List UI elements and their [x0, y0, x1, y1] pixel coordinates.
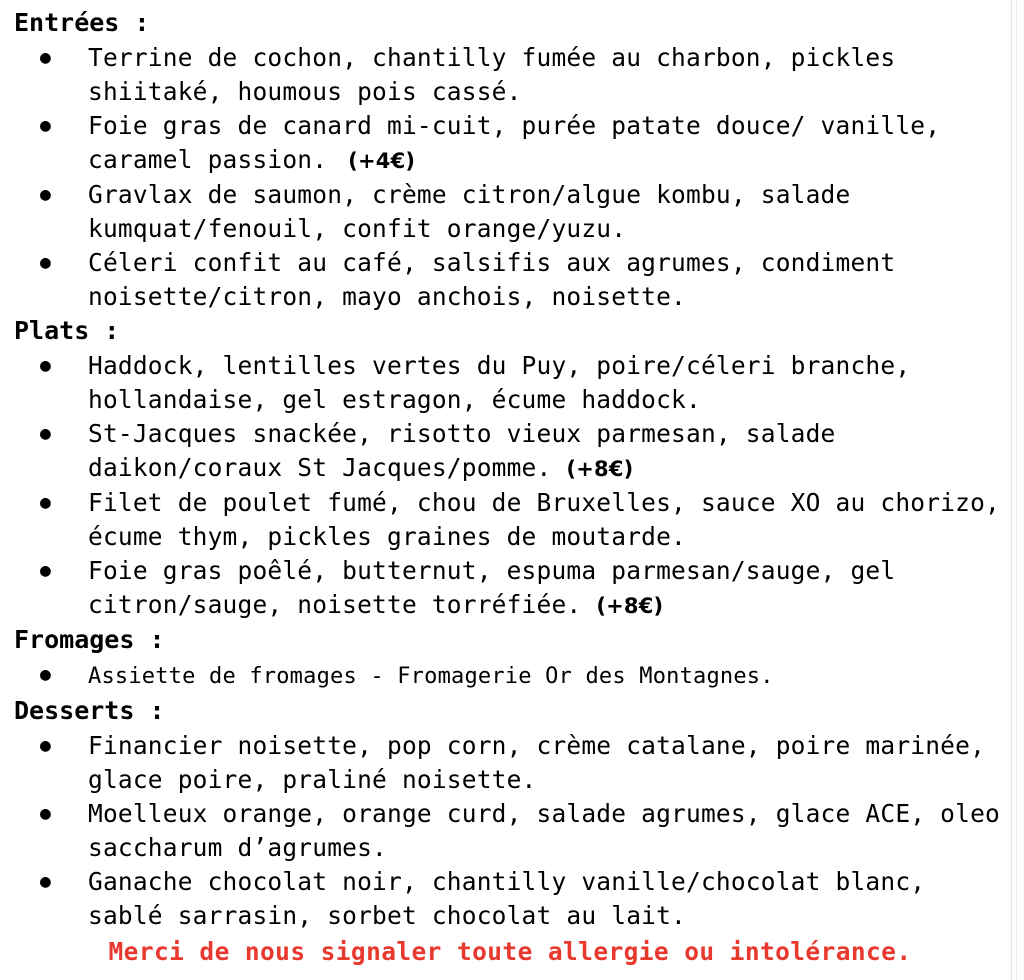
menu-section-entrees [10, 6, 1010, 314]
menu-item-text: Moelleux orange, orange curd, salade agrumes, glace ACE, oleo saccharum d’agrumes. [88, 799, 1000, 862]
bullet-icon: ● [40, 664, 52, 685]
menu-section-desserts [10, 694, 1010, 933]
menu-item [10, 109, 1010, 178]
bullet-icon: ● [40, 560, 52, 581]
allergy-notice: Merci de nous signaler toute allergie ou intolérance. [108, 937, 912, 966]
menu-item-text: Filet de poulet fumé, chou de Bruxelles, sauce XO au chorizo, écume thym, pickles graines de moutarde. [88, 488, 1000, 551]
section-item-list [10, 658, 1010, 694]
menu-item-text: Terrine de cochon, chantilly fumée au charbon, pickles shiitaké, houmous pois cassé. [88, 43, 896, 106]
bullet-icon: ● [40, 803, 52, 824]
menu-item-text: Financier noisette, pop corn, crème catalane, poire marinée, glace poire, praliné noisette. [88, 731, 986, 794]
menu-item-text: Gravlax de saumon, crème citron/algue kombu, salade kumquat/fenouil, confit orange/yuzu. [88, 180, 851, 243]
menu-item-text: Ganache chocolat noir, chantilly vanille/chocolat blanc, sablé sarrasin, sorbet chocolat au lait. [88, 867, 926, 930]
bullet-icon: ● [40, 423, 52, 444]
section-title: Entrées : [14, 8, 150, 37]
menu-section-plats [10, 314, 1010, 623]
section-item-list [10, 41, 1010, 314]
menu-item [10, 41, 1010, 109]
bullet-icon: ● [40, 871, 52, 892]
menu-item-text: Haddock, lentilles vertes du Puy, poire/céleri branche, hollandaise, gel estragon, écume haddock. [88, 351, 911, 414]
menu-item [10, 797, 1010, 865]
bullet-icon: ● [40, 184, 52, 205]
menu-item [10, 554, 1010, 623]
menu-item [10, 349, 1010, 417]
menu-item-supplement: (+8€) [566, 457, 634, 481]
bullet-icon: ● [40, 492, 52, 513]
menu-item [10, 246, 1010, 314]
menu-item-text: Assiette de fromages - Fromagerie Or des Montagnes. [88, 664, 774, 689]
section-item-list [10, 349, 1010, 623]
menu-item [10, 658, 1010, 694]
section-title: Fromages : [14, 625, 165, 654]
menu-item-text: Foie gras poêlé, butternut, espuma parmesan/sauge, gel citron/sauge, noisette torréfiée. [88, 556, 896, 619]
bullet-icon: ● [40, 252, 52, 273]
menu-item [10, 178, 1010, 246]
bullet-icon: ● [40, 735, 52, 756]
menu-item-text: Céleri confit au café, salsifis aux agrumes, condiment noisette/citron, mayo anchois, noisette. [88, 248, 896, 311]
bullet-icon: ● [40, 355, 52, 376]
menu-item [10, 486, 1010, 554]
section-title: Desserts : [14, 696, 165, 725]
section-item-list [10, 729, 1010, 933]
menu-item-supplement: (+8€) [596, 594, 664, 618]
menu-item-text: Foie gras de canard mi-cuit, purée patate douce/ vanille, caramel passion. [88, 111, 941, 174]
bullet-icon: ● [40, 115, 52, 136]
menu-section-fromages [10, 623, 1010, 694]
bullet-icon: ● [40, 47, 52, 68]
menu-item-supplement: (+4€) [348, 149, 416, 173]
menu-item [10, 417, 1010, 486]
menu-item [10, 729, 1010, 797]
menu-item-text: St-Jacques snackée, risotto vieux parmesan, salade daikon/coraux St Jacques/pomme. [88, 419, 836, 482]
scan-edge [1011, 0, 1024, 980]
section-title: Plats : [14, 316, 120, 345]
menu-item [10, 865, 1010, 933]
